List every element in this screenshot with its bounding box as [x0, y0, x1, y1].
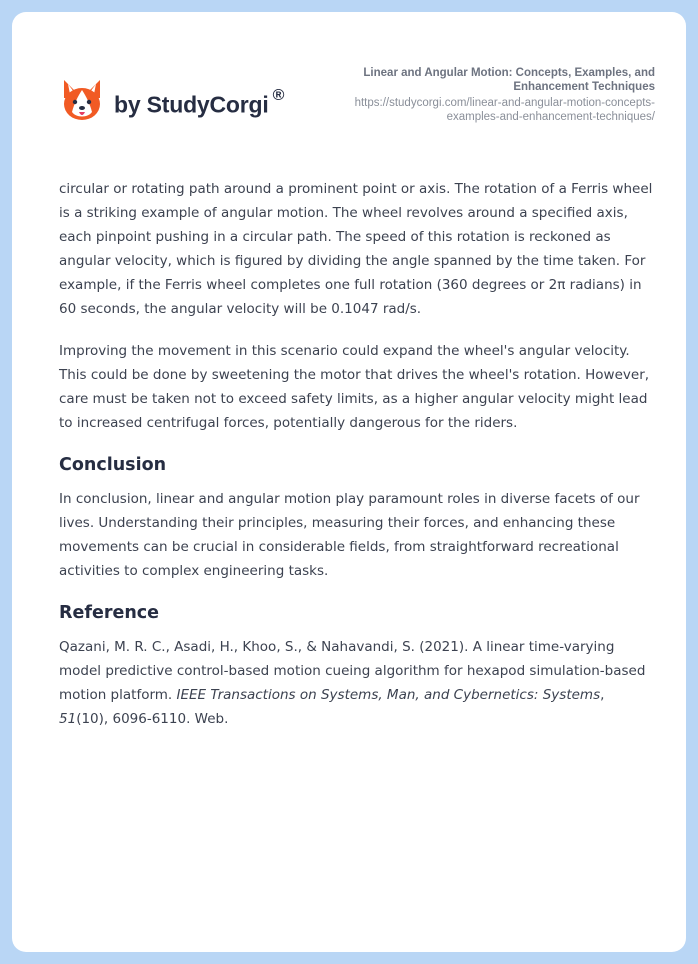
- document-meta: [305, 66, 655, 124]
- paragraph: circular or rotating path around a prominent point or axis. The rotation of a Ferris wheel is a striking example of angular motion. The wheel revolves around a specified axis, each pinpoint pushing in a circular path. The speed of this rotation is reckoned as angular velocity, which is figured by dividing the angle spanned by the time taken. For example, if the Ferris wheel completes one full rotation (360 degrees or 2π radians) in 60 seconds, the angular velocity will be 0.1047 rad/s.: [59, 181, 653, 317]
- page-header: [12, 12, 686, 152]
- reference-entry: Qazani, M. R. C., Asadi, H., Khoo, S., & Nahavandi, S. (2021). A linear time-varying model predictive control-based motion cueing algorithm for hexapod simulation-based motion platform. IEEE Transactions on Systems, Man, and Cybernetics: Systems, 51(10), 6096-6110. Web.: [59, 639, 646, 727]
- studycorgi-logo[interactable]: [60, 76, 310, 128]
- journal-volume: 51: [59, 711, 77, 727]
- corgi-logo-icon: [60, 76, 104, 124]
- paragraph: In conclusion, linear and angular motion play paramount roles in diverse facets of our lives. Understanding their principles, measuring their forces, and enhancing these movements can be crucial in considerable fields, from straightforward recreational activities to complex engineering tasks.: [59, 491, 640, 579]
- registered-mark: ®: [272, 87, 285, 104]
- document-page: [12, 12, 686, 952]
- document-url[interactable]: https://studycorgi.com/linear-and-angular-motion-concepts-examples-and-enhancement-techniques/: [354, 97, 655, 123]
- document-title: Linear and Angular Motion: Concepts, Examples, and Enhancement Techniques: [363, 67, 655, 93]
- conclusion-heading: Conclusion: [59, 455, 167, 475]
- reference-heading: Reference: [59, 603, 160, 623]
- brand-name: by StudyCorgi ®: [114, 87, 285, 118]
- paragraph: Improving the movement in this scenario could expand the wheel's angular velocity. This could be done by sweetening the motor that drives the wheel's rotation. However, care must be taken not to exceed safety limits, as a higher angular velocity might lead to increased centrifugal forces, potentially dangerous for the riders.: [59, 343, 650, 431]
- document-body: [59, 177, 655, 749]
- journal-title: IEEE Transactions on Systems, Man, and Cybernetics: Systems: [176, 687, 601, 703]
